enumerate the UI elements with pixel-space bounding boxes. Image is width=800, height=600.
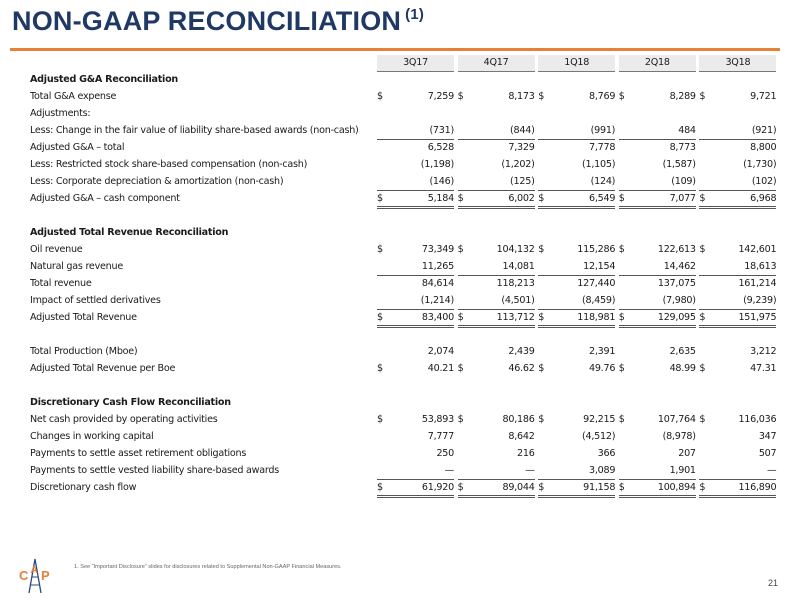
row-label: Adjusted G&A – total <box>30 142 125 153</box>
title-divider <box>10 48 780 51</box>
currency-symbol <box>619 258 633 275</box>
table-body <box>30 55 776 496</box>
currency-symbol: $ <box>377 190 391 207</box>
currency-symbol: $ <box>457 91 464 102</box>
value-cell: 6,528 <box>427 142 454 154</box>
currency-symbol: $ <box>457 363 464 374</box>
currency-symbol <box>619 122 633 139</box>
row-label: Less: Restricted stock share-based compensation (non-cash) <box>30 159 308 170</box>
section-label: Adjusted G&A Reconciliation <box>30 74 179 86</box>
value-cell: — <box>472 462 535 479</box>
value-cell: 129,095 <box>633 309 696 326</box>
page-title <box>12 6 424 37</box>
currency-symbol <box>699 292 713 309</box>
value-cell: 18,613 <box>713 258 776 275</box>
value-cell: (1,202) <box>501 159 535 170</box>
value-cell: (921) <box>713 122 776 139</box>
currency-symbol <box>619 343 633 360</box>
row-label: Payments to settle asset retirement obligations <box>30 448 247 459</box>
table-row <box>30 479 776 496</box>
currency-symbol <box>377 292 391 309</box>
value-cell: 366 <box>597 448 616 459</box>
value-cell: 80,186 <box>502 414 535 425</box>
currency-symbol <box>458 343 472 360</box>
spacer-cell <box>30 326 776 343</box>
value-cell: 507 <box>758 448 777 459</box>
value-cell: 7,077 <box>633 190 696 207</box>
value-cell: (109) <box>633 173 696 190</box>
currency-symbol: $ <box>699 309 713 326</box>
footnote: 1. See “Important Disclosure” slides for disclosures related to Supplemental Non-GAAP Financial Measures. <box>74 564 342 570</box>
currency-symbol <box>458 428 472 445</box>
currency-symbol: $ <box>457 414 464 425</box>
value-cell: 8,769 <box>588 91 616 102</box>
page-number: 21 <box>767 578 778 588</box>
currency-symbol <box>699 156 713 173</box>
currency-symbol: $ <box>457 244 464 255</box>
currency-symbol <box>538 343 552 360</box>
currency-symbol <box>699 122 713 139</box>
currency-symbol <box>377 275 391 292</box>
currency-symbol <box>377 258 391 275</box>
currency-symbol: $ <box>377 309 391 326</box>
currency-symbol <box>699 343 713 360</box>
table-row <box>30 190 776 207</box>
table-row <box>30 258 776 275</box>
currency-symbol <box>538 428 552 445</box>
currency-symbol: $ <box>699 363 706 374</box>
value-cell: 484 <box>633 122 696 139</box>
column-header-2q18: 2Q18 <box>619 55 696 71</box>
value-cell: 7,259 <box>427 91 454 102</box>
table-row <box>30 139 776 156</box>
currency-symbol <box>619 428 633 445</box>
value-cell: 118,981 <box>552 309 615 326</box>
row-label: Natural gas revenue <box>30 261 123 272</box>
value-cell: 116,890 <box>713 479 776 496</box>
currency-symbol <box>538 445 552 462</box>
currency-symbol <box>538 173 552 190</box>
currency-symbol: $ <box>538 190 552 207</box>
currency-symbol <box>377 445 391 462</box>
currency-symbol <box>377 428 391 445</box>
value-cell: 5,184 <box>391 190 454 207</box>
value-cell: 3,212 <box>750 346 777 357</box>
value-cell: (102) <box>713 173 776 190</box>
currency-symbol <box>458 445 472 462</box>
currency-symbol <box>699 428 713 445</box>
currency-symbol <box>699 258 713 275</box>
table-row <box>30 88 776 105</box>
currency-symbol: $ <box>538 363 545 374</box>
currency-symbol: $ <box>619 479 633 496</box>
currency-symbol <box>699 445 713 462</box>
value-cell: 115,286 <box>577 244 616 255</box>
value-cell: 3,089 <box>552 462 615 479</box>
value-cell: 11,265 <box>391 258 454 275</box>
value-cell: 9,721 <box>750 91 777 102</box>
value-cell: 49.76 <box>588 363 616 374</box>
row-label: Adjusted G&A – cash component <box>30 193 180 204</box>
currency-symbol: $ <box>458 190 472 207</box>
value-cell: 7,777 <box>427 431 454 442</box>
currency-symbol <box>538 258 552 275</box>
table-row <box>30 360 776 377</box>
value-cell: 113,712 <box>472 309 535 326</box>
value-cell: 40.21 <box>427 363 454 374</box>
spacer-cell <box>30 377 776 394</box>
currency-symbol: $ <box>699 414 706 425</box>
currency-symbol: $ <box>618 414 625 425</box>
currency-symbol <box>619 173 633 190</box>
value-cell: (125) <box>472 173 535 190</box>
currency-symbol <box>538 275 552 292</box>
currency-symbol: $ <box>458 479 472 496</box>
currency-symbol <box>458 139 472 156</box>
value-cell: (8,978) <box>662 431 696 442</box>
value-cell: (1,730) <box>743 159 777 170</box>
currency-symbol: $ <box>618 244 625 255</box>
value-cell: 47.31 <box>750 363 777 374</box>
value-cell: (4,501) <box>472 292 535 309</box>
value-cell: 92,215 <box>583 414 616 425</box>
value-cell: 89,044 <box>472 479 535 496</box>
value-cell: (844) <box>472 122 535 139</box>
value-cell: 216 <box>517 448 535 459</box>
currency-symbol: $ <box>699 244 706 255</box>
header-label-cell <box>30 55 377 71</box>
value-cell: 137,075 <box>657 278 696 290</box>
value-cell: — <box>391 462 454 479</box>
currency-symbol <box>619 445 633 462</box>
value-cell: 2,635 <box>669 346 696 357</box>
row-label: Less: Corporate depreciation & amortization (non-cash) <box>30 176 284 187</box>
value-cell: 46.62 <box>508 363 535 374</box>
value-cell: (1,214) <box>391 292 454 309</box>
table-header-row <box>30 55 776 71</box>
value-cell: 107,764 <box>657 414 696 425</box>
table-spacer-row <box>30 207 776 224</box>
value-cell: 161,214 <box>738 278 777 290</box>
value-cell: 53,893 <box>421 414 454 425</box>
table-row <box>30 241 776 258</box>
value-cell: 250 <box>436 448 454 459</box>
currency-symbol: $ <box>538 414 545 425</box>
currency-symbol <box>538 462 552 479</box>
reconciliation-table <box>30 55 776 498</box>
currency-symbol: $ <box>538 309 552 326</box>
table-row <box>30 156 776 173</box>
value-cell: (991) <box>552 122 615 139</box>
value-cell: (1,587) <box>662 159 696 170</box>
value-cell: (1,105) <box>581 159 616 170</box>
column-header-3q18: 3Q18 <box>699 55 776 71</box>
currency-symbol <box>377 462 391 479</box>
currency-symbol: $ <box>699 479 713 496</box>
value-cell: 61,920 <box>391 479 454 496</box>
currency-symbol: $ <box>377 363 383 374</box>
table-row <box>30 411 776 428</box>
column-header-1q18: 1Q18 <box>538 55 615 71</box>
currency-symbol <box>538 292 552 309</box>
value-cell: — <box>713 462 776 479</box>
currency-symbol <box>619 156 633 173</box>
value-cell: (7,980) <box>633 292 696 309</box>
currency-symbol: $ <box>377 479 391 496</box>
value-cell: 127,440 <box>577 278 616 290</box>
row-label: Total Production (Mboe) <box>30 346 138 357</box>
currency-symbol <box>458 275 472 292</box>
currency-symbol <box>458 258 472 275</box>
value-cell: 122,613 <box>657 244 696 255</box>
value-cell: (8,459) <box>552 292 615 309</box>
value-cell: (146) <box>391 173 454 190</box>
section-header-row <box>30 71 776 88</box>
value-cell: 6,002 <box>472 190 535 207</box>
row-label: Impact of settled derivatives <box>30 295 161 306</box>
row-label: Less: Change in the fair value of liability share-based awards (non-cash) <box>30 125 359 136</box>
currency-symbol <box>377 343 391 360</box>
value-cell: 207 <box>678 448 696 459</box>
table-row <box>30 309 776 326</box>
currency-symbol <box>458 122 472 139</box>
currency-symbol <box>699 139 713 156</box>
value-cell: (124) <box>552 173 615 190</box>
value-cell: 100,894 <box>633 479 696 496</box>
currency-symbol <box>538 139 552 156</box>
row-label: Discretionary cash flow <box>30 482 137 493</box>
section-header-row <box>30 394 776 411</box>
logo-letter-a: A <box>30 565 38 576</box>
currency-symbol <box>458 156 472 173</box>
value-cell: 2,439 <box>508 346 535 357</box>
section-label: Adjusted Total Revenue Reconciliation <box>30 227 229 238</box>
value-cell: 83,400 <box>391 309 454 326</box>
currency-symbol <box>699 275 713 292</box>
currency-symbol <box>619 275 633 292</box>
value-cell: 8,173 <box>508 91 535 102</box>
section-header-row <box>30 105 776 122</box>
spacer-cell <box>30 207 776 224</box>
value-cell: (4,512) <box>581 431 616 442</box>
currency-symbol: $ <box>618 91 625 102</box>
currency-symbol: $ <box>458 309 472 326</box>
row-label: Adjusted Total Revenue <box>30 312 137 323</box>
row-label: Adjusted Total Revenue per Boe <box>30 363 176 374</box>
table-row <box>30 445 776 462</box>
currency-symbol <box>377 173 391 190</box>
logo-letter-p: P <box>41 568 50 583</box>
currency-symbol: $ <box>538 91 545 102</box>
currency-symbol <box>377 122 391 139</box>
currency-symbol <box>377 156 391 173</box>
row-label: Net cash provided by operating activities <box>30 414 218 425</box>
currency-symbol <box>458 462 472 479</box>
currency-symbol <box>538 122 552 139</box>
value-cell: 116,036 <box>738 414 777 425</box>
currency-symbol: $ <box>699 91 706 102</box>
value-cell: (1,198) <box>420 159 454 170</box>
value-cell: 1,901 <box>633 462 696 479</box>
currency-symbol: $ <box>619 190 633 207</box>
table-row <box>30 275 776 292</box>
currency-symbol <box>458 173 472 190</box>
table-row <box>30 173 776 190</box>
table-spacer-row <box>30 377 776 394</box>
value-cell: 8,800 <box>750 142 777 154</box>
value-cell: 91,158 <box>552 479 615 496</box>
row-label: Oil revenue <box>30 244 83 255</box>
currency-symbol <box>699 173 713 190</box>
section-label: Discretionary Cash Flow Reconciliation <box>30 397 231 408</box>
row-label: Changes in working capital <box>30 431 154 442</box>
currency-symbol: $ <box>699 190 713 207</box>
currency-symbol: $ <box>538 244 545 255</box>
value-cell: 73,349 <box>421 244 454 255</box>
value-cell: 14,462 <box>633 258 696 275</box>
value-cell: (9,239) <box>713 292 776 309</box>
currency-symbol <box>619 292 633 309</box>
column-header-3q17: 3Q17 <box>377 55 454 71</box>
section-label: Adjustments: <box>30 108 91 119</box>
table-row <box>30 428 776 445</box>
currency-symbol <box>699 462 713 479</box>
value-cell: 8,642 <box>508 431 535 442</box>
row-label: Payments to settle vested liability share-based awards <box>30 465 279 476</box>
value-cell: 142,601 <box>738 244 777 255</box>
value-cell: 6,968 <box>713 190 776 207</box>
value-cell: 104,132 <box>496 244 535 255</box>
currency-symbol: $ <box>619 309 633 326</box>
currency-symbol <box>377 139 391 156</box>
value-cell: 2,391 <box>588 346 616 357</box>
table-row <box>30 292 776 309</box>
currency-symbol: $ <box>377 91 383 102</box>
value-cell: 8,773 <box>669 142 696 154</box>
title-footnote-ref: (1) <box>405 6 425 23</box>
value-cell: 48.99 <box>669 363 696 374</box>
currency-symbol: $ <box>377 244 383 255</box>
currency-symbol <box>538 156 552 173</box>
value-cell: 7,778 <box>588 142 616 154</box>
value-cell: 8,289 <box>669 91 696 102</box>
company-logo <box>18 558 52 594</box>
value-cell: 2,074 <box>427 346 454 357</box>
row-label: Total G&A expense <box>30 91 117 102</box>
table-row <box>30 343 776 360</box>
value-cell: 14,081 <box>472 258 535 275</box>
value-cell: 84,614 <box>421 278 454 290</box>
table-row <box>30 122 776 139</box>
value-cell: 151,975 <box>713 309 776 326</box>
page-title-text: NON-GAAP RECONCILIATION <box>12 6 402 36</box>
value-cell: 12,154 <box>552 258 615 275</box>
currency-symbol: $ <box>538 479 552 496</box>
section-header-row <box>30 224 776 241</box>
currency-symbol: $ <box>618 363 625 374</box>
logo-letter-c: C <box>19 568 29 583</box>
table-spacer-row <box>30 326 776 343</box>
currency-symbol <box>619 139 633 156</box>
column-header-4q17: 4Q17 <box>458 55 535 71</box>
value-cell: 347 <box>758 431 777 442</box>
value-cell: 6,549 <box>552 190 615 207</box>
currency-symbol: $ <box>377 414 383 425</box>
currency-symbol <box>458 292 472 309</box>
value-cell: 118,213 <box>496 278 535 290</box>
row-label: Total revenue <box>30 278 92 289</box>
table-row <box>30 462 776 479</box>
currency-symbol <box>619 462 633 479</box>
value-cell: 7,329 <box>508 142 535 154</box>
value-cell: (731) <box>391 122 454 139</box>
